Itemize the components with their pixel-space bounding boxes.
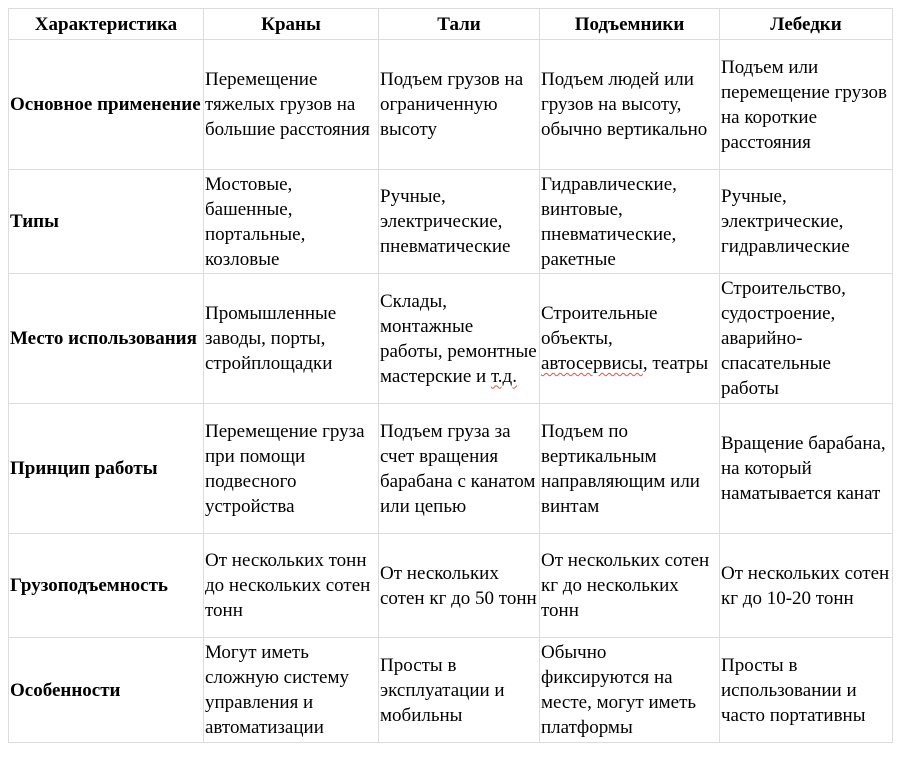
table-cell: Строительные объекты, автосервисы, театры: [540, 274, 720, 404]
header-cell-cranes: Краны: [204, 9, 379, 40]
table-cell: Ручные, электрические, гидравлические: [720, 170, 893, 274]
table-cell: Перемещение груза при помощи подвесного устройства: [204, 404, 379, 534]
table-cell: От нескольких сотен кг до 10-20 тонн: [720, 534, 893, 638]
row-label: Основное применение: [9, 40, 204, 170]
spellcheck-underline: автосервисы: [541, 353, 643, 374]
table-cell: Просты в использовании и часто портативны: [720, 638, 893, 743]
table-cell: Обычно фиксируются на месте, могут иметь платформы: [540, 638, 720, 743]
comparison-table: [8, 8, 893, 743]
table-cell: Могут иметь сложную систему управления и автоматизации: [204, 638, 379, 743]
table-row: [9, 274, 893, 404]
table-row: [9, 170, 893, 274]
header-cell-characteristic: Характеристика: [9, 9, 204, 40]
header-cell-hoists: Тали: [379, 9, 540, 40]
table-row: [9, 638, 893, 743]
header-row: [9, 9, 893, 40]
table-cell: От нескольких сотен кг до 50 тонн: [379, 534, 540, 638]
table-cell: Гидравлические, винтовые, пневматические, ракетные: [540, 170, 720, 274]
table-cell: Мостовые, башенные, портальные, козловые: [204, 170, 379, 274]
row-label: Место использования: [9, 274, 204, 404]
row-label: Грузоподъемность: [9, 534, 204, 638]
table-cell: Подъем людей или грузов на высоту, обычно вертикально: [540, 40, 720, 170]
table-cell: Вращение барабана, на который наматывается канат: [720, 404, 893, 534]
row-label: Принцип работы: [9, 404, 204, 534]
table-cell: Склады, монтажные работы, ремонтные мастерские и т.д.: [379, 274, 540, 404]
row-label: Особенности: [9, 638, 204, 743]
table-cell: От нескольких тонн до нескольких сотен тонн: [204, 534, 379, 638]
table-cell: Ручные, электрические, пневматические: [379, 170, 540, 274]
table-cell: Подъем по вертикальным направляющим или винтам: [540, 404, 720, 534]
table-row: [9, 40, 893, 170]
table-cell: Промышленные заводы, порты, стройплощадки: [204, 274, 379, 404]
table-row: [9, 404, 893, 534]
table-row: [9, 534, 893, 638]
table-cell: Подъем грузов на ограниченную высоту: [379, 40, 540, 170]
header-cell-lifts: Подъемники: [540, 9, 720, 40]
table-cell: Строительство, судостроение, аварийно-спасательные работы: [720, 274, 893, 404]
table-cell: Подъем груза за счет вращения барабана с канатом или цепью: [379, 404, 540, 534]
spellcheck-underline: т.д.: [490, 365, 517, 387]
header-cell-winches: Лебедки: [720, 9, 893, 40]
table-cell: Просты в эксплуатации и мобильны: [379, 638, 540, 743]
table-cell: От нескольких сотен кг до нескольких тонн: [540, 534, 720, 638]
table-cell: Подъем или перемещение грузов на короткие расстояния: [720, 40, 893, 170]
row-label: Типы: [9, 170, 204, 274]
table-cell: Перемещение тяжелых грузов на большие расстояния: [204, 40, 379, 170]
